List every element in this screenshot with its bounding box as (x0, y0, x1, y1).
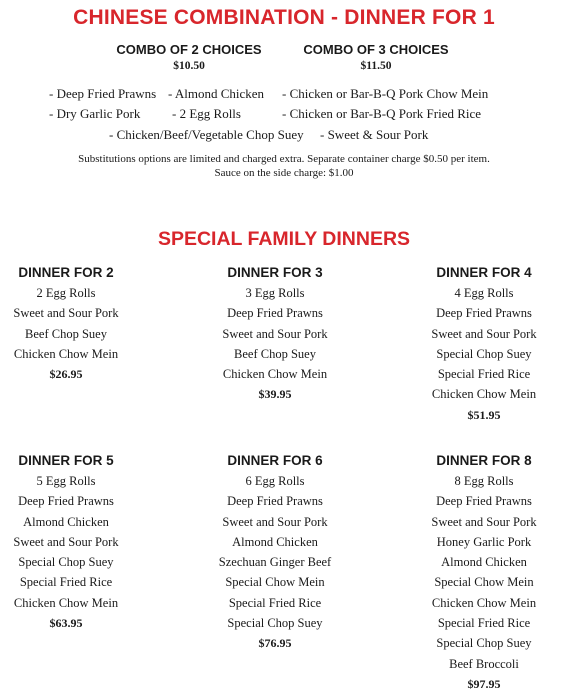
family-dinner-1 (0, 263, 141, 384)
dinner-name: DINNER FOR 3 (227, 265, 323, 280)
combo-2-header (89, 42, 289, 72)
dinner-item: Deep Fried Prawns (18, 494, 114, 509)
dinner-item: 8 Egg Rolls (454, 474, 514, 488)
sauce-note: Sauce on the side charge: $1.00 (214, 167, 354, 179)
dinner-item: Beef Broccoli (449, 656, 519, 671)
combo-2-price: $10.50 (173, 60, 205, 72)
family-dinner-3 (409, 263, 559, 425)
dinner-price: $76.95 (258, 636, 292, 651)
dinner-item: Almond Chicken (441, 555, 527, 570)
family-dinner-2 (200, 263, 350, 405)
dinner-item: 4 Egg Rolls (454, 286, 514, 300)
dinner-name: DINNER FOR 4 (436, 265, 532, 280)
dinner-price: $26.95 (49, 367, 83, 382)
dinner-item: Chicken Chow Mein (13, 346, 119, 361)
combo-choice: - Deep Fried Prawns (49, 86, 157, 101)
combo-choice: - 2 Egg Rolls (172, 106, 241, 121)
family-dinner-4 (0, 451, 141, 633)
dinner-item: Sweet and Sour Pork (13, 306, 119, 321)
dinner-item: Chicken Chow Mein (222, 367, 328, 382)
dinner-item: Special Chow Mein (225, 575, 325, 590)
dinner-item: Special Fried Rice (228, 595, 322, 610)
dinner-item: Sweet and Sour Pork (222, 326, 328, 341)
dinner-name: DINNER FOR 8 (436, 453, 532, 468)
dinner-item: Beef Chop Suey (234, 346, 316, 361)
dinner-item: 6 Egg Rolls (245, 474, 305, 488)
combo-choice: - Dry Garlic Pork (49, 106, 141, 121)
dinner-item: Sweet and Sour Pork (431, 514, 537, 529)
combo-choice: - Almond Chicken (168, 86, 265, 101)
dinner-price: $39.95 (258, 387, 292, 402)
dinner-item: Beef Chop Suey (25, 326, 107, 341)
dinner-name: DINNER FOR 5 (18, 453, 114, 468)
dinner-name: DINNER FOR 6 (227, 453, 323, 468)
dinner-item: Honey Garlic Pork (436, 534, 532, 549)
dinner-item: Almond Chicken (23, 514, 109, 529)
dinner-item: Deep Fried Prawns (227, 306, 323, 321)
dinner-item: Special Chop Suey (436, 636, 532, 651)
dinner-price: $63.95 (49, 616, 83, 631)
combo-title: CHINESE COMBINATION - DINNER FOR 1 (73, 6, 495, 29)
dinner-item: Sweet and Sour Pork (431, 326, 537, 341)
family-dinner-6 (409, 451, 559, 694)
dinner-name: DINNER FOR 2 (18, 265, 114, 280)
dinner-price: $97.95 (467, 676, 501, 691)
dinner-item: 5 Egg Rolls (36, 474, 96, 488)
dinner-item: Szechuan Ginger Beef (218, 555, 332, 570)
combo-3-price: $11.50 (360, 60, 392, 72)
dinner-item: Chicken Chow Mein (13, 595, 119, 610)
dinner-item: Deep Fried Prawns (227, 494, 323, 509)
dinner-item: Special Chop Suey (227, 616, 323, 631)
combo-choice: - Chicken or Bar-B-Q Pork Fried Rice (282, 106, 482, 121)
dinner-item: Chicken Chow Mein (431, 387, 537, 402)
dinner-item: 3 Egg Rolls (245, 286, 305, 300)
combo-choice: - Chicken/Beef/Vegetable Chop Suey (109, 127, 304, 142)
family-title: SPECIAL FAMILY DINNERS (157, 228, 411, 250)
dinner-item: Special Chop Suey (18, 555, 114, 570)
combo-2-label: COMBO OF 2 CHOICES (116, 42, 262, 57)
substitution-note: Substitutions options are limited and charged extra. Separate container charge $0.50 per item. (78, 153, 490, 165)
combo-3-header (276, 42, 476, 72)
combo-choice: - Chicken or Bar-B-Q Pork Chow Mein (282, 86, 489, 101)
dinner-item: Almond Chicken (232, 534, 318, 549)
dinner-item: Chicken Chow Mein (431, 595, 537, 610)
dinner-item: Special Fried Rice (437, 616, 531, 631)
dinner-item: Sweet and Sour Pork (13, 534, 119, 549)
dinner-item: Special Fried Rice (19, 575, 113, 590)
dinner-item: Deep Fried Prawns (436, 306, 532, 321)
dinner-item: Sweet and Sour Pork (222, 514, 328, 529)
combo-3-label: COMBO OF 3 CHOICES (303, 42, 449, 57)
dinner-item: Special Chop Suey (436, 346, 532, 361)
dinner-item: Special Chow Mein (434, 575, 534, 590)
dinner-item: Special Fried Rice (437, 367, 531, 382)
combo-choice: - Sweet & Sour Pork (320, 127, 429, 142)
family-dinner-5 (200, 451, 350, 654)
dinner-item: 2 Egg Rolls (36, 286, 96, 300)
dinner-item: Deep Fried Prawns (436, 494, 532, 509)
dinner-price: $51.95 (467, 407, 501, 422)
